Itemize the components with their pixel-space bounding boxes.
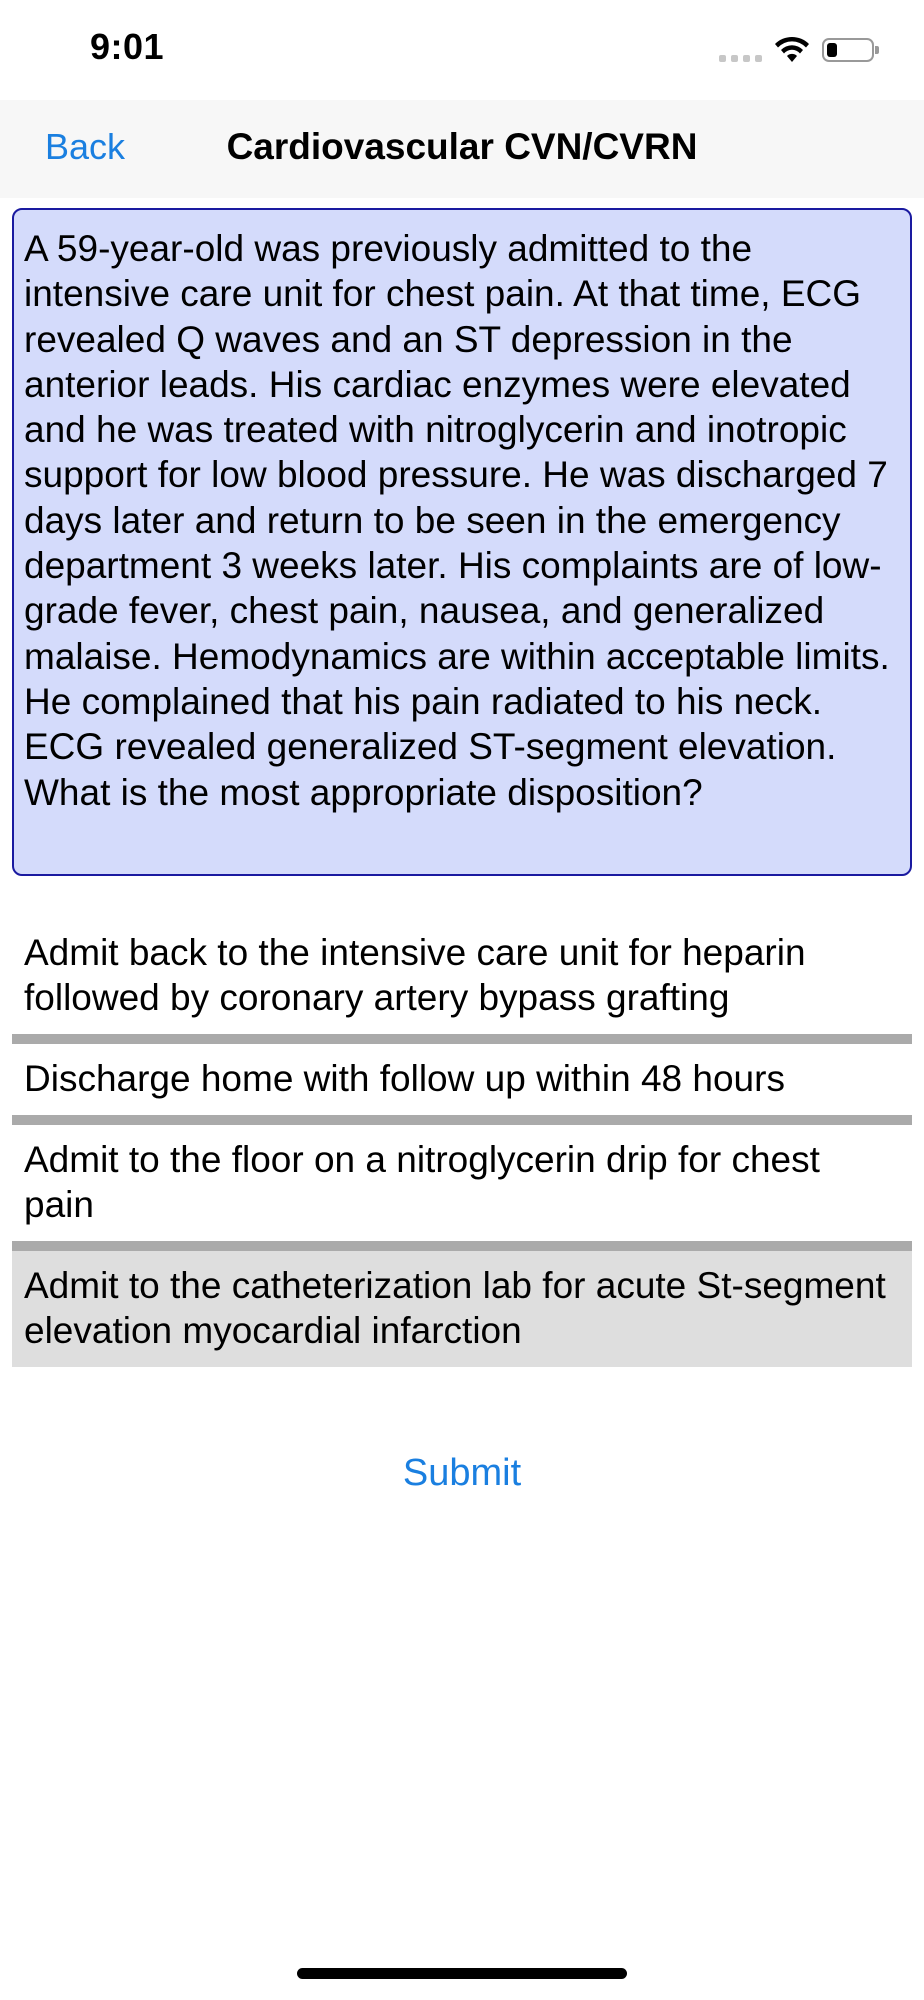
status-time: 9:01 [90,26,165,67]
answer-option-2[interactable]: Discharge home with follow up within 48 hours [24,1058,785,1099]
wifi-icon [774,36,810,64]
page-title: Cardiovascular CVN/CVRN [226,126,698,167]
answer-list [12,918,912,1367]
answer-option-1[interactable]: Admit back to the intensive care unit for heparin followed by coronary artery bypass grafting [24,932,806,1018]
divider [12,1241,912,1251]
back-button[interactable]: Back [45,126,126,167]
cellular-signal-icon [719,38,762,62]
question-text: A 59-year-old was previously admitted to the intensive care unit for chest pain. At that time, ECG revealed Q waves and an ST depression in the anterior leads. His cardiac enzymes were elevated and he was treated with nitroglycerin and inotropic support for low blood pressure. He was discharged 7 days later and return to be seen in the emergency department 3 weeks later. His complaints are of low-grade fever, chest pain, nausea, and generalized malaise. Hemodynamics are within acceptable limits. He complained that his pain radiated to his neck. ECG revealed generalized ST-segment elevation. What is the most appropriate disposition? [12,208,912,876]
divider [12,1115,912,1125]
answer-option-3[interactable]: Admit to the floor on a nitroglycerin drip for chest pain [24,1139,820,1225]
home-indicator [297,1968,627,1979]
submit-button[interactable]: Submit [402,1452,522,1494]
status-bar [0,0,924,100]
battery-icon [822,38,874,62]
answer-option-4[interactable]: Admit to the catheterization lab for acute St-segment elevation myocardial infarction [12,1251,912,1367]
status-icons [719,30,874,70]
navigation-bar [0,100,924,198]
divider [12,1034,912,1044]
